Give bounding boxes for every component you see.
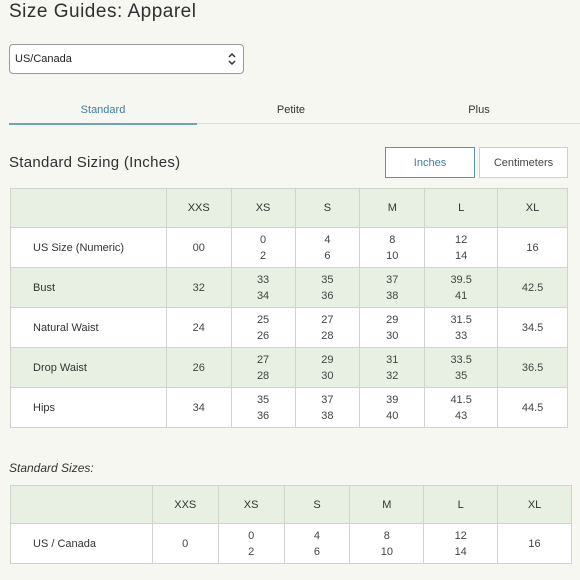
cell-value: 14 xyxy=(454,545,467,558)
table-cell xyxy=(166,348,231,388)
cell-value: 41 xyxy=(455,289,468,302)
cell-value: 30 xyxy=(321,369,334,382)
cell-value: 40 xyxy=(386,409,399,422)
table-cell xyxy=(425,268,498,308)
chevron-up-down-icon xyxy=(227,52,237,66)
inches-button[interactable]: Inches xyxy=(385,147,475,178)
table-row xyxy=(11,268,568,308)
cell-value: 33 xyxy=(455,329,468,342)
cell-value: 27 xyxy=(256,353,270,366)
table-cell xyxy=(166,268,231,308)
table-cell xyxy=(424,524,498,564)
table-cell xyxy=(360,308,425,348)
table-cell xyxy=(231,228,295,268)
cell-value: 32 xyxy=(192,281,205,294)
cell-value: 36 xyxy=(321,289,334,302)
row-label: Drop Waist xyxy=(11,348,167,388)
header-xl: XL xyxy=(498,189,568,228)
table-cell xyxy=(231,388,295,428)
cell-value: 39.5 xyxy=(450,273,472,286)
cell-value: 10 xyxy=(386,249,399,262)
table-cell xyxy=(425,308,498,348)
cell-value: 14 xyxy=(455,249,468,262)
table-row xyxy=(11,388,568,428)
table-cell xyxy=(295,268,360,308)
table-cell xyxy=(498,268,568,308)
table-cell xyxy=(360,268,425,308)
cell-value: 29 xyxy=(321,353,334,366)
table-cell xyxy=(295,388,360,428)
table-row xyxy=(11,348,568,388)
cell-value: 12 xyxy=(454,529,467,542)
header-blank xyxy=(11,189,167,228)
cell-value: 33 xyxy=(256,273,270,286)
centimeters-button[interactable]: Centimeters xyxy=(479,147,568,178)
cell-value: 10 xyxy=(380,545,393,558)
cell-value: 0 xyxy=(248,529,255,542)
table-cell xyxy=(350,524,424,564)
cell-value: 6 xyxy=(324,249,331,262)
table-cell xyxy=(166,308,231,348)
row-label: Natural Waist xyxy=(11,308,167,348)
row-label: US Size (Numeric) xyxy=(11,228,167,268)
table-cell xyxy=(498,524,572,564)
table-cell xyxy=(425,348,498,388)
table-cell xyxy=(166,388,231,428)
cell-value: 35 xyxy=(321,273,334,286)
header-s: S xyxy=(284,486,350,524)
cell-value: 00 xyxy=(192,241,205,254)
table-row xyxy=(11,228,568,268)
table-row xyxy=(11,524,572,564)
cell-value: 8 xyxy=(383,529,390,542)
header-xs: XS xyxy=(218,486,284,524)
header-l: L xyxy=(425,189,498,228)
cell-value: 16 xyxy=(526,241,539,254)
row-label: Hips xyxy=(11,388,167,428)
table-cell xyxy=(295,308,360,348)
cell-value: 38 xyxy=(321,409,334,422)
cell-value: 4 xyxy=(324,233,331,246)
standard-sizes-title: Standard Sizes: xyxy=(9,461,94,475)
cell-value: 31.5 xyxy=(450,313,472,326)
size-tabs xyxy=(9,96,580,124)
cell-value: 2 xyxy=(248,545,255,558)
cell-value: 29 xyxy=(386,313,399,326)
table-cell xyxy=(425,228,498,268)
cell-value: 35 xyxy=(256,393,270,406)
cell-value: 43 xyxy=(455,409,468,422)
cell-value: 31 xyxy=(386,353,399,366)
standard-sizes-table xyxy=(10,485,572,564)
table-cell xyxy=(218,524,284,564)
cell-value: 28 xyxy=(321,329,334,342)
cell-value: 2 xyxy=(260,249,267,262)
table-cell xyxy=(425,388,498,428)
cell-value: 4 xyxy=(313,529,321,542)
table-row xyxy=(11,308,568,348)
tab-plus[interactable]: Plus xyxy=(468,104,490,116)
header-s: S xyxy=(295,189,360,228)
page-title: Size Guides: Apparel xyxy=(9,1,197,22)
row-label: US / Canada xyxy=(11,524,153,564)
table-cell xyxy=(231,348,295,388)
cell-value: 12 xyxy=(455,233,468,246)
sizing-table xyxy=(10,188,568,428)
tab-standard[interactable]: Standard xyxy=(9,96,197,124)
cell-value: 33.5 xyxy=(450,353,472,366)
region-select-value: US/Canada xyxy=(15,53,72,65)
header-xs: XS xyxy=(231,189,295,228)
header-m: M xyxy=(360,189,425,228)
table-cell xyxy=(360,388,425,428)
cell-value: 34.5 xyxy=(521,321,544,334)
table-cell xyxy=(498,348,568,388)
cell-value: 26 xyxy=(256,329,270,342)
header-xl: XL xyxy=(498,486,572,524)
table-cell xyxy=(166,228,231,268)
cell-value: 44.5 xyxy=(521,401,544,414)
cell-value: 36.5 xyxy=(521,361,544,374)
cell-value: 35 xyxy=(455,369,468,382)
cell-value: 8 xyxy=(389,233,396,246)
cell-value: 30 xyxy=(386,329,399,342)
cell-value: 36 xyxy=(256,409,270,422)
header-xxs: XXS xyxy=(166,189,231,228)
table-cell xyxy=(498,388,568,428)
header-m: M xyxy=(350,486,424,524)
table-cell xyxy=(360,348,425,388)
cell-value: 25 xyxy=(256,313,270,326)
cell-value: 6 xyxy=(313,545,321,558)
cell-value: 34 xyxy=(256,289,270,302)
table-cell xyxy=(231,308,295,348)
cell-value: 34 xyxy=(192,401,205,414)
cell-value: 38 xyxy=(386,289,399,302)
table-cell xyxy=(498,228,568,268)
cell-value: 37 xyxy=(321,393,334,406)
cell-value: 0 xyxy=(182,537,189,550)
header-l: L xyxy=(424,486,498,524)
cell-value: 16 xyxy=(528,537,541,550)
table-cell xyxy=(360,228,425,268)
cell-value: 28 xyxy=(256,369,270,382)
table-cell xyxy=(231,268,295,308)
cell-value: 37 xyxy=(386,273,399,286)
cell-value: 24 xyxy=(192,321,205,334)
cell-value: 41.5 xyxy=(450,393,472,406)
header-xxs: XXS xyxy=(152,486,218,524)
section-title: Standard Sizing (Inches) xyxy=(9,154,181,171)
cell-value: 42.5 xyxy=(521,281,544,294)
cell-value: 27 xyxy=(321,313,334,326)
table-cell xyxy=(295,228,360,268)
table-cell xyxy=(295,348,360,388)
table-cell xyxy=(284,524,350,564)
cell-value: 39 xyxy=(386,393,399,406)
table-cell xyxy=(498,308,568,348)
cell-value: 32 xyxy=(386,369,399,382)
cell-value: 0 xyxy=(260,233,267,246)
table-cell xyxy=(152,524,218,564)
header-blank xyxy=(11,486,153,524)
tab-petite[interactable]: Petite xyxy=(276,104,306,116)
row-label: Bust xyxy=(11,268,167,308)
region-select[interactable] xyxy=(9,44,244,74)
cell-value: 26 xyxy=(192,361,205,374)
